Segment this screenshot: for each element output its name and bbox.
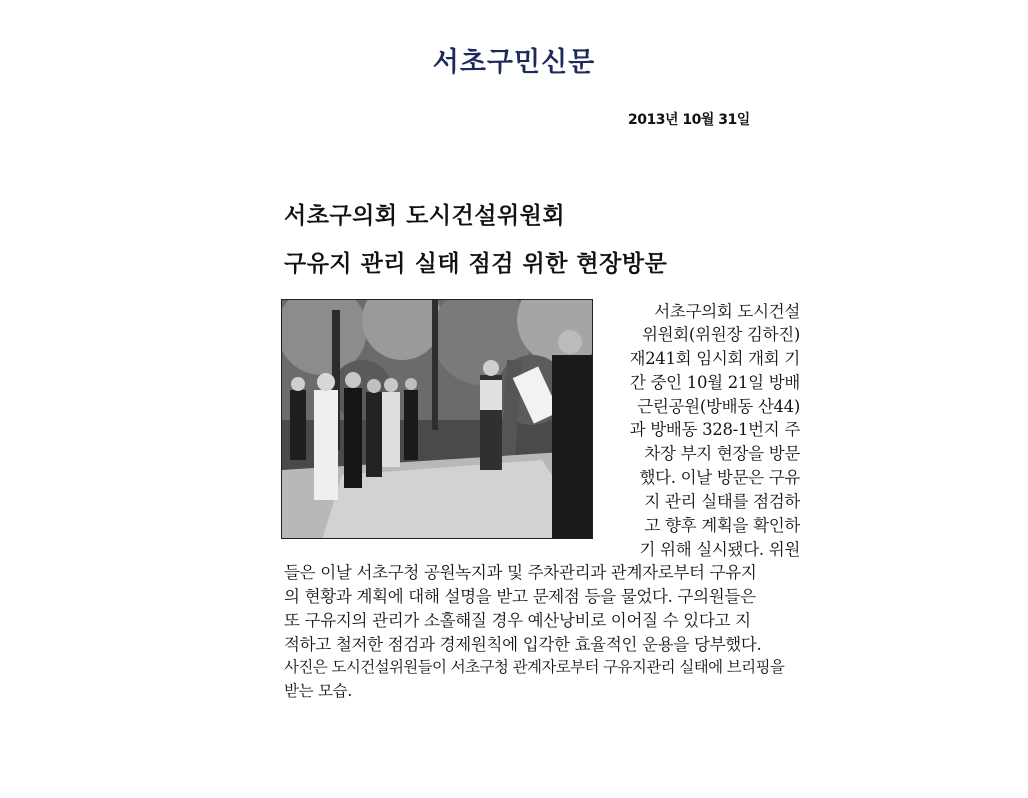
article-headline-line-1: 서초구의회 도시건설위원회 xyxy=(284,203,566,229)
article-text-line: 서초구의회 도시건설 xyxy=(654,302,800,321)
article-text-line: 재241회 임시회 개회 기 xyxy=(629,349,800,368)
photo-caption-line: 받는 모습. xyxy=(284,682,352,700)
article-photo xyxy=(281,299,593,539)
article-text-line: 또 구유지의 관리가 소홀해질 경우 예산낭비로 이어질 수 있다고 지 xyxy=(284,611,751,630)
article-text-line: 적하고 철저한 점검과 경제원칙에 입각한 효율적인 운용을 당부했다. xyxy=(284,635,762,654)
publication-date: 2013년 10월 31일 xyxy=(628,112,750,128)
article-headline-line-2: 구유지 관리 실태 점검 위한 현장방문 xyxy=(284,251,668,277)
article-text-line: 했다. 이날 방문은 구유 xyxy=(639,468,800,487)
newspaper-masthead: 서초구민신문 xyxy=(432,47,596,78)
photo-caption-line: 사진은 도시건설위원들이 서초구청 관계자로부터 구유지관리 실태에 브리핑을 xyxy=(284,658,785,676)
article-text-line: 고 향후 계획을 확인하 xyxy=(644,516,800,535)
article-text-line: 들은 이날 서초구청 공원녹지과 및 주차관리과 관계자로부터 구유지 xyxy=(284,563,757,582)
article-text-line: 의 현황과 계획에 대해 설명을 받고 문제점 등을 물었다. 구의원들은 xyxy=(284,587,756,606)
article-text-line: 과 방배동 328-1번지 주 xyxy=(629,420,800,439)
article-text-line: 위원회(위원장 김하진) xyxy=(642,325,800,344)
outdoor-park-photo-icon xyxy=(282,300,593,539)
article-text-line: 지 관리 실태를 점검하 xyxy=(644,492,800,511)
article-text-line: 간 중인 10월 21일 방배 xyxy=(629,373,800,392)
article-text-line: 근린공원(방배동 산44) xyxy=(637,397,800,416)
article-text-line: 차장 부지 현장을 방문 xyxy=(644,444,800,463)
article-text-line: 기 위해 실시됐다. 위원 xyxy=(639,540,800,559)
